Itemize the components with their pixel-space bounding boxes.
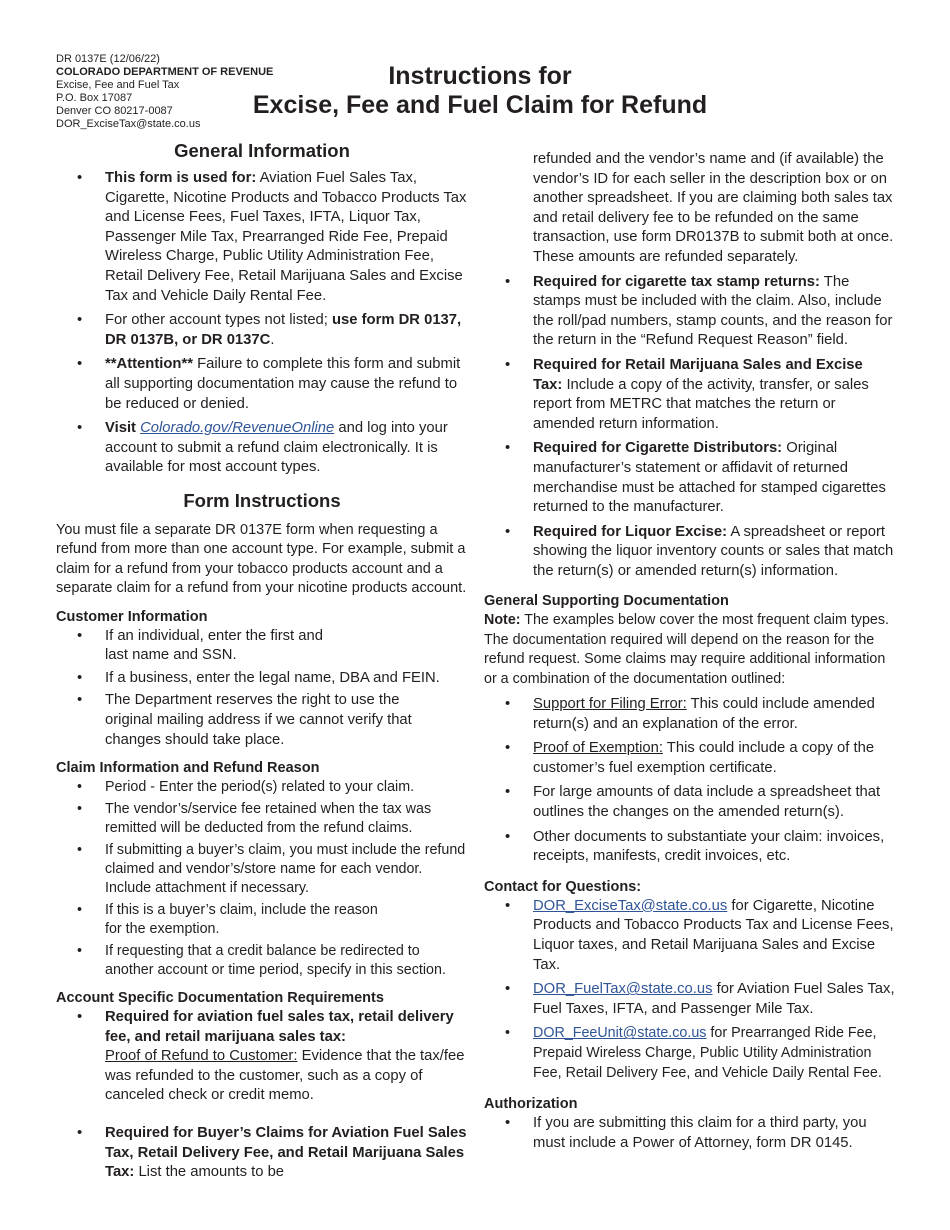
attention-label: **Attention**	[105, 356, 193, 373]
list-item: • DOR_FuelTax@state.co.us for Aviation Fuel Sales Tax, Fuel Taxes, IFTA, and Passenger Mile Tax.	[484, 980, 896, 1019]
list-item: • DOR_ExciseTax@state.co.us for Cigarette, Nicotine Products and Tobacco Products Tax and License Fees, Liquor taxes, and Retail Marijuana Sales and Excise Tax.	[484, 897, 896, 975]
customer-info-heading: Customer Information	[56, 608, 208, 625]
marijuana-required-text: Include a copy of the activity, transfer, or sales report from METRC that matches the return or amended return information.	[533, 376, 869, 432]
claim-info-list	[56, 778, 468, 980]
buyers-claims-label: Required for Buyer’s Claims for Aviation Fuel Sales Tax, Retail Delivery Fee, and Retail Marijuana Sales Tax:	[105, 1125, 467, 1181]
right-column	[484, 150, 896, 1153]
list-item: • Support for Filing Error: This could include amended return(s) and an explanation of the error.	[484, 695, 896, 734]
division-name: Excise, Fee and Fuel Tax	[56, 79, 180, 91]
list-item: • If you are submitting this claim for a third party, you must include a Power of Attorney, form DR 0145.	[484, 1114, 896, 1153]
distributors-text: Original manufacturer’s statement or affidavit of returned merchandise must be attached for stamped cigarettes returned to the manufacturer.	[533, 440, 886, 516]
customer-info-list	[56, 627, 468, 751]
list-item: • For other account types not listed; use form DR 0137, DR 0137B, or DR 0137C.	[56, 311, 468, 350]
form-used-text: Aviation Fuel Sales Tax, Cigarette, Nicotine Products and Tobacco Products Tax and License Fees, Fuel Taxes, IFTA, Liquor Tax, Passenger Mile Tax, Prearranged Ride Fee, Prepaid Wireless Charge, Public Utility Administration Fee, Retail Delivery Fee, Retail Marijuana Sales and Excise Tax and Vehicle Daily Rental Fee.	[105, 170, 467, 304]
city-line: Denver CO 80217-0087	[56, 105, 173, 117]
account-docs-list	[56, 1008, 468, 1183]
liquor-label: Required for Liquor Excise:	[533, 523, 728, 540]
page-title	[230, 62, 730, 120]
form-number: DR 0137E (12/06/22)	[56, 53, 160, 65]
list-item	[56, 1124, 468, 1183]
liquor-text: A spreadsheet or report showing the liquor inventory counts or sales that match the return(s) or amended return(s) information.	[533, 523, 894, 579]
list-item	[56, 355, 468, 414]
aviation-required-label: Required for aviation fuel sales tax, retail delivery fee, and retail marijuana sales tax:	[105, 1009, 454, 1045]
po-box: P.O. Box 17087	[56, 92, 133, 104]
department-name: COLORADO DEPARTMENT OF REVENUE	[56, 66, 274, 78]
claim-info-heading: Claim Information and Refund Reason	[56, 760, 320, 777]
list-item	[484, 439, 896, 517]
attention-text: Failure to complete this form and submit all supporting documentation may cause the refund to be reduced or denied.	[105, 356, 461, 412]
list-item: • For large amounts of data include a spreadsheet that outlines the changes on the amended return(s).	[484, 783, 896, 822]
general-info-list	[56, 169, 468, 478]
proof-refund-text: Evidence that the tax/fee was refunded to the customer, such as a copy of canceled check or credit memo.	[105, 1048, 465, 1104]
marijuana-required-label: Required for Retail Marijuana Sales and Excise Tax:	[533, 356, 863, 393]
stamp-returns-label: Required for cigarette tax stamp returns:	[533, 273, 820, 290]
list-item: • Proof of Exemption: This could include a copy of the customer’s fuel exemption certificate.	[484, 739, 896, 778]
fuel-email-link[interactable]: DOR_FuelTax@state.co.us	[533, 981, 713, 998]
form-instructions-heading: Form Instructions	[183, 489, 341, 511]
supporting-docs-list	[484, 695, 896, 867]
list-item	[484, 273, 896, 351]
left-column	[56, 140, 468, 1183]
list-item	[484, 356, 896, 434]
list-item: • Other documents to substantiate your claim: invoices, receipts, manifests, credit invoices, etc.	[484, 828, 896, 867]
list-item: • Period - Enter the period(s) related to your claim.	[56, 778, 468, 797]
list-item: • The vendor’s/service fee retained when the tax was remitted will be deducted from the refund claims.	[56, 800, 468, 838]
buyers-claims-text: List the amounts to be	[134, 1164, 285, 1181]
list-item	[56, 419, 468, 478]
distributors-label: Required for Cigarette Distributors:	[533, 440, 783, 457]
revenue-online-link[interactable]: Colorado.gov/RevenueOnline	[140, 420, 335, 437]
title-line-2: Excise, Fee and Fuel Claim for Refund	[252, 91, 708, 119]
list-item: • If submitting a buyer’s claim, you must include the refund claimed and vendor’s/store name for each vendor. Include attachment if necessary.	[56, 841, 468, 898]
other-types-text: For other account types not listed;	[105, 312, 333, 329]
list-item: • DOR_FeeUnit@state.co.us for Prearranged Ride Fee, Prepaid Wireless Charge, Public Utility Administration Fee, Retail Delivery Fee, and Vehicle Daily Rental Fee.	[484, 1024, 896, 1083]
list-item	[56, 1008, 468, 1106]
general-info-heading: General Information	[174, 140, 350, 161]
buyers-claims-continued: refunded and the vendor’s name and (if available) the vendor’s ID for each seller in the description box or on another spreadsheet. If you are claiming both sales tax and retail delivery fee to be refunded on the same transaction, use form DR0137B to submit both at once. These amounts are refunded separately.	[533, 151, 894, 265]
excise-email-link[interactable]: DOR_ExciseTax@state.co.us	[533, 897, 728, 914]
authorization-heading: Authorization	[484, 1096, 578, 1113]
header-email: DOR_ExciseTax@state.co.us	[56, 118, 201, 130]
other-forms: use form DR 0137, DR 0137B, or DR 0137C	[105, 312, 462, 348]
form-used-label: This form is used for:	[105, 170, 257, 186]
list-item	[484, 523, 896, 582]
title-line-1: Instructions for	[388, 62, 572, 90]
supporting-docs-heading: General Supporting Documentation	[484, 593, 729, 610]
account-docs-heading: Account Specific Documentation Requirements	[56, 990, 384, 1007]
contact-list	[484, 897, 896, 1083]
visit-label: Visit	[105, 420, 136, 437]
contact-heading: Contact for Questions:	[484, 878, 642, 895]
supporting-docs-note: Note: The examples below cover the most frequent claim types. The documentation required will depend on the reason for the refund request. Some claims may require additional information or a combination of the documentation outlined:	[484, 612, 889, 687]
list-item: • If this is a buyer’s claim, include the reason for the exemption.	[56, 901, 468, 939]
list-item: • If an individual, enter the first and last name and SSN.	[56, 627, 468, 666]
account-docs-list-cont	[484, 273, 896, 582]
list-item	[56, 169, 468, 306]
list-item: • If a business, enter the legal name, DBA and FEIN.	[56, 669, 468, 689]
list-item: • If requesting that a credit balance be redirected to another account or time period, specify in this section.	[56, 942, 468, 980]
authorization-list	[484, 1114, 896, 1153]
list-item: • The Department reserves the right to use the original mailing address if we cannot verify that changes should take place.	[56, 691, 468, 750]
visit-text: and log into your account to submit a refund claim electronically. It is available for most account types.	[105, 420, 448, 476]
fee-unit-email-link[interactable]: DOR_FeeUnit@state.co.us	[533, 1025, 707, 1042]
form-instructions-intro: You must file a separate DR 0137E form when requesting a refund from more than one account type. For example, submit a claim for a refund from your tobacco products account and a separate claim for a refund from your nicotine products account.	[56, 521, 467, 597]
stamp-returns-text: The stamps must be included with the claim. Also, include the roll/pad numbers, stamp counts, and the reason for the return in the “Refund Request Reason” field.	[533, 273, 893, 349]
proof-refund-label: Proof of Refund to Customer:	[105, 1048, 298, 1065]
